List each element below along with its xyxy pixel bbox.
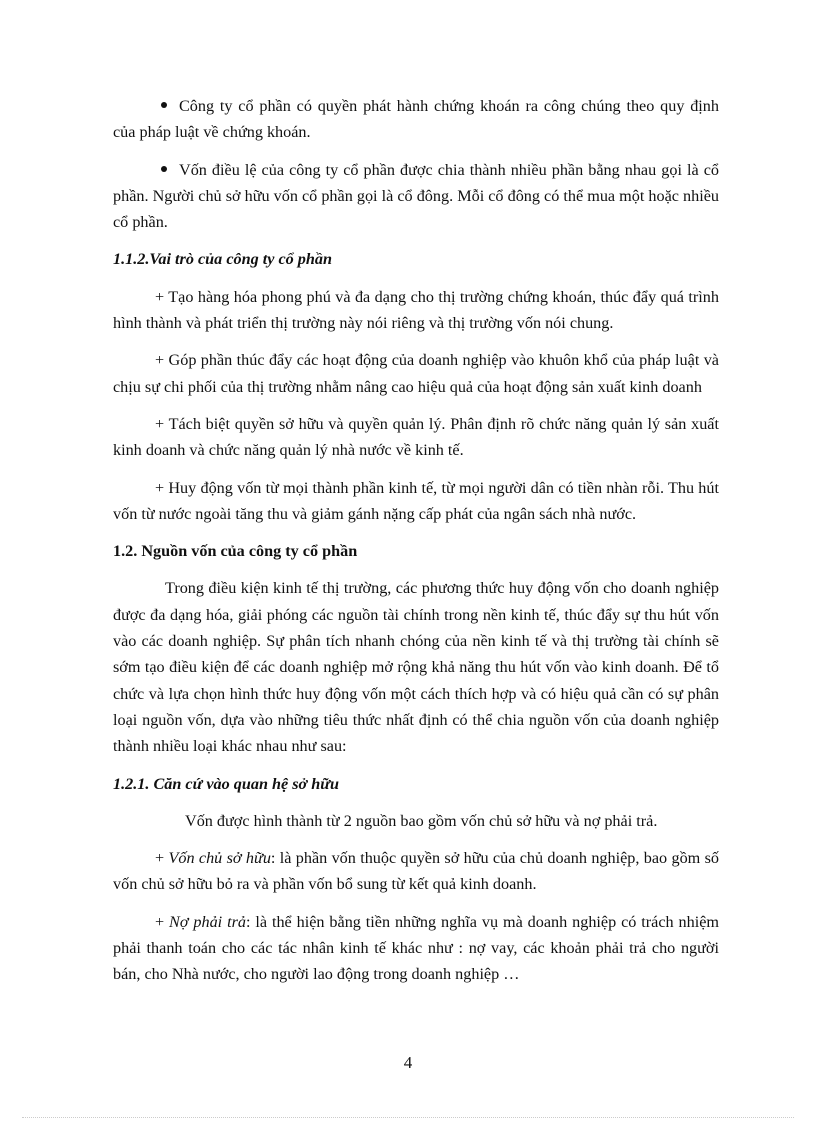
equity-prefix: + (155, 849, 169, 868)
debt-text: : là thể hiện bằng tiền những nghĩa vụ mà doanh nghiệp có trách nhiệm phải thanh toán cho các tác nhân kinh tế khác như : nợ vay, các khoản phải trả cho người bán, cho Nhà nước, cho người lao động trong doanh nghiệp … (113, 912, 719, 984)
equity-text: : là phần vốn thuộc quyền sở hữu của chủ doanh nghiệp, bao gồm số vốn chủ sở hữu bỏ ra và phần vốn bổ sung từ kết quả kinh doanh. (113, 849, 720, 894)
equity-paragraph (113, 845, 719, 898)
role-paragraph-1: + Tạo hàng hóa phong phú và đa dạng cho thị trường chứng khoán, thúc đẩy quá trình hình thành và phát triển thị trường này nói riêng và thị trường vốn nói chung. (113, 287, 719, 333)
section-heading-1-1-2: 1.1.2.Vai trò của công ty cổ phần (113, 250, 332, 269)
debt-prefix: + (155, 912, 170, 931)
role-paragraph-3: + Tách biệt quyền sở hữu và quyền quản lý. Phân định rõ chức năng quản lý sản xuất kinh doanh và chức năng quản lý nhà nước về kinh tế. (113, 414, 719, 460)
equity-term: Vốn chủ sở hữu (168, 849, 271, 868)
bullet-dot-icon (161, 166, 167, 172)
bullet-paragraph-public-offering (113, 93, 719, 146)
page-number: 4 (403, 1053, 413, 1072)
page-content (113, 93, 719, 999)
ownership-intro-paragraph: Vốn được hình thành từ 2 nguồn bao gồm vốn chủ sở hữu và nợ phải trả. (185, 811, 658, 830)
section-heading-1-2: 1.2. Nguồn vốn của công ty cổ phần (113, 542, 358, 561)
bullet-text: Vốn điều lệ của công ty cổ phần được chia thành nhiều phần bằng nhau gọi là cổ phần. Người chủ sở hữu vốn cổ phần gọi là cổ đông. Mỗi cổ đông có thể mua một hoặc nhiều cổ phần. (113, 160, 719, 232)
page-bottom-divider (22, 1117, 794, 1118)
debt-paragraph (113, 909, 719, 988)
section-heading-1-2-1: 1.2.1. Căn cứ vào quan hệ sở hữu (113, 774, 339, 793)
sources-intro-paragraph: Trong điều kiện kinh tế thị trường, các phương thức huy động vốn cho doanh nghiệp được đa dạng hóa, giải phóng các nguồn tài chính trong nền kinh tế, thúc đẩy sự thu hút vốn vào các doanh nghiệp. Sự phân tích nhanh chóng của nền kinh tế và thị trường tài chính sẽ sớm tạo điều kiện để các doanh nghiệp mở rộng khả năng thu hút vốn vào kinh doanh. Để tổ chức và lựa chọn hình thức huy động vốn một cách thích hợp và có hiệu quả cần có sự phân loại nguồn vốn, dựa vào những tiêu thức nhất định có thể chia nguồn vốn của doanh nghiệp thành nhiều loại khác nhau như sau: (113, 579, 719, 756)
bullet-dot-icon (161, 102, 167, 108)
role-paragraph-4: + Huy động vốn từ mọi thành phần kinh tế, từ mọi người dân có tiền nhàn rỗi. Thu hút vốn từ nước ngoài tăng thu và giảm gánh nặng cấp phát của ngân sách nhà nước. (113, 478, 719, 523)
debt-term: Nợ phải trả (169, 912, 246, 931)
role-paragraph-2: + Góp phần thúc đẩy các hoạt động của doanh nghiệp vào khuôn khổ của pháp luật và chịu sự chi phối của thị trường nhằm nâng cao hiệu quả của hoạt động sản xuất kinh doanh (113, 351, 719, 396)
bullet-paragraph-charter-capital (113, 157, 719, 236)
bullet-text: Công ty cổ phần có quyền phát hành chứng khoán ra công chúng theo quy định của pháp luật về chứng khoán. (113, 97, 719, 142)
